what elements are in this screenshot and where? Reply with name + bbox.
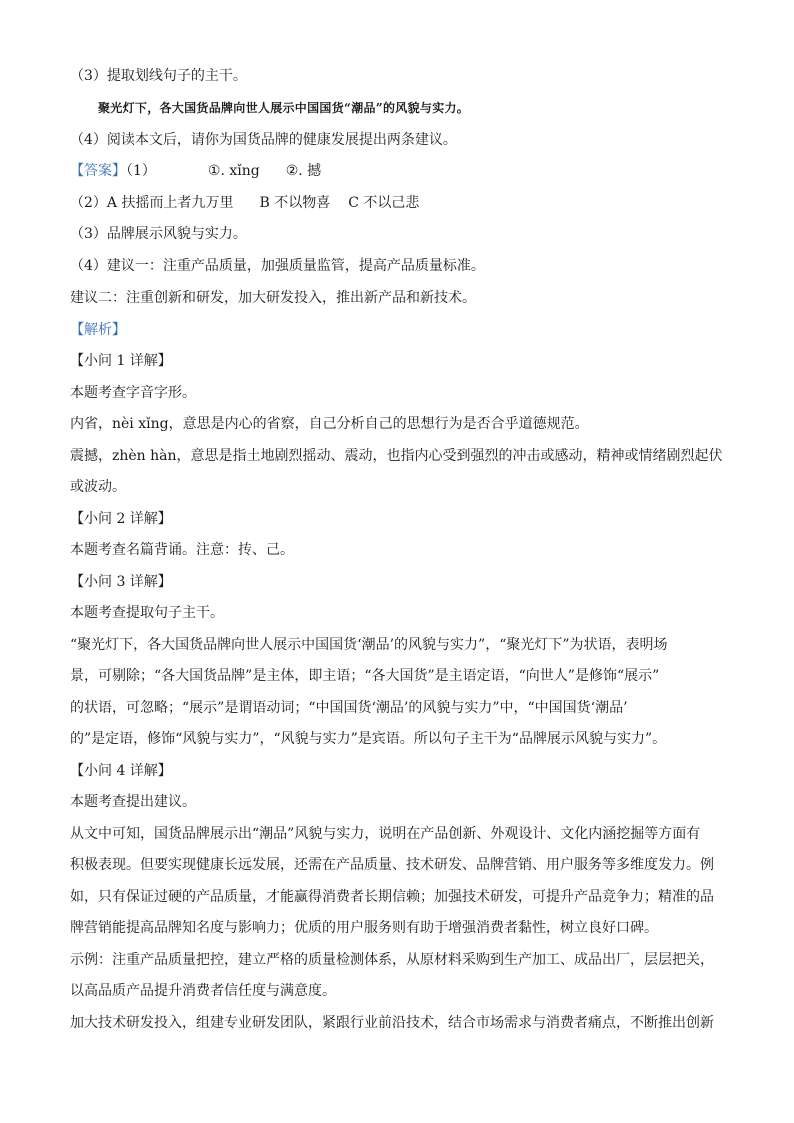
section-4-line-7: 以高品质产品提升消费者信任度与满意度。 — [70, 983, 336, 999]
section-1-line-1: 本题考查字音字形。 — [70, 385, 196, 401]
answer-line-3: （3）品牌展示风貌与实力。 — [70, 226, 247, 242]
section-4-line-5: 牌营销能提高品牌知名度与影响力；优质的用户服务则有助于增强消费者黏性，树立良好口碑。 — [70, 920, 658, 936]
answer-2-b: B 不以物喜 — [259, 195, 331, 211]
section-3-line-4: 的状语，可忽略；“展示”是谓语动词；“中国国货‘潮品’的风貌与实力”中，“中国国货‘潮品’ — [70, 700, 628, 716]
section-1-line-3: 震撼，zhèn hàn，意思是指土地剧烈摇动、震动，也指内心受到强烈的冲击或感动，精神或情绪剧烈起伏 — [70, 448, 723, 464]
section-4-line-1: 本题考查提出建议。 — [70, 794, 196, 810]
section-3-title: 【小问 3 详解】 — [70, 574, 172, 590]
answer-1-part1: ①. xǐng — [207, 163, 260, 179]
answer-tag: 【答案】 — [70, 163, 126, 179]
answer-1-number: （1） — [126, 163, 156, 179]
section-3-line-2: “聚光灯下，各大国货品牌向世人展示中国国货‘潮品’的风貌与实力”，“聚光灯下”为状语，表明场 — [70, 637, 668, 653]
section-4-line-2: 从文中可知，国货品牌展示出“潮品”风貌与实力，说明在产品创新、外观设计、文化内涵挖掘等方面有 — [70, 826, 701, 842]
section-1-line-4: 或波动。 — [70, 479, 126, 495]
section-4-line-3: 积极表现。但要实现健康长远发展，还需在产品质量、技术研发、品牌营销、用户服务等多维度发力。例 — [70, 857, 714, 873]
section-4-line-8: 加大技术研发投入，组建专业研发团队，紧跟行业前沿技术，结合市场需求与消费者痛点，不断推出创新 — [70, 1015, 714, 1031]
answer-2-a: （2）A 扶摇而上者九万里 — [70, 195, 234, 211]
q4-prompt: （4）阅读本文后，请你为国货品牌的健康发展提出两条建议。 — [70, 132, 457, 148]
section-4-line-4: 如，只有保证过硬的产品质量，才能赢得消费者长期信赖；加强技术研发，可提升产品竞争力；精准的品 — [70, 889, 714, 905]
section-4-title: 【小问 4 详解】 — [70, 763, 172, 779]
answer-line-4-2: 建议二：注重创新和研发，加大研发投入，推出新产品和新技术。 — [70, 290, 476, 306]
answer-1-part2: ②. 撼 — [285, 163, 322, 179]
section-3-line-3: 景，可剔除；“各大国货品牌”是主体，即主语；“各大国货”是主语定语，“向世人”是修饰“展示” — [70, 668, 660, 684]
answer-2-c: C 不以己悲 — [348, 195, 420, 211]
section-1-title: 【小问 1 详解】 — [70, 353, 172, 369]
section-2-title: 【小问 2 详解】 — [70, 511, 172, 527]
section-2-line-1: 本题考查名篇背诵。注意：抟、己。 — [70, 542, 294, 558]
section-1-line-2: 内省，nèi xǐng，意思是内心的省察，自己分析自己的思想行为是否合乎道德规范。 — [70, 416, 589, 432]
answer-line-1 — [70, 161, 730, 181]
answer-line-4: （4）建议一：注重产品质量，加强质量监管，提高产品质量标准。 — [70, 258, 485, 274]
answer-line-2 — [70, 193, 730, 213]
section-4-line-6: 示例：注重产品质量把控，建立严格的质量检测体系，从原材料采购到生产加工、成品出厂，层层把关， — [70, 952, 714, 968]
q3-underlined-sentence: 聚光灯下，各大国货品牌向世人展示中国国货“潮品”的风貌与实力。 — [98, 101, 470, 115]
section-3-line-5: 的”是定语，修饰“风貌与实力”，“风貌与实力”是宾语。所以句子主干为“品牌展示风貌与实力”。 — [70, 731, 667, 747]
analysis-tag: 【解析】 — [70, 322, 126, 338]
q3-prompt: （3）提取划线句子的主干。 — [70, 68, 247, 84]
section-3-line-1: 本题考查提取句子主干。 — [70, 605, 224, 621]
